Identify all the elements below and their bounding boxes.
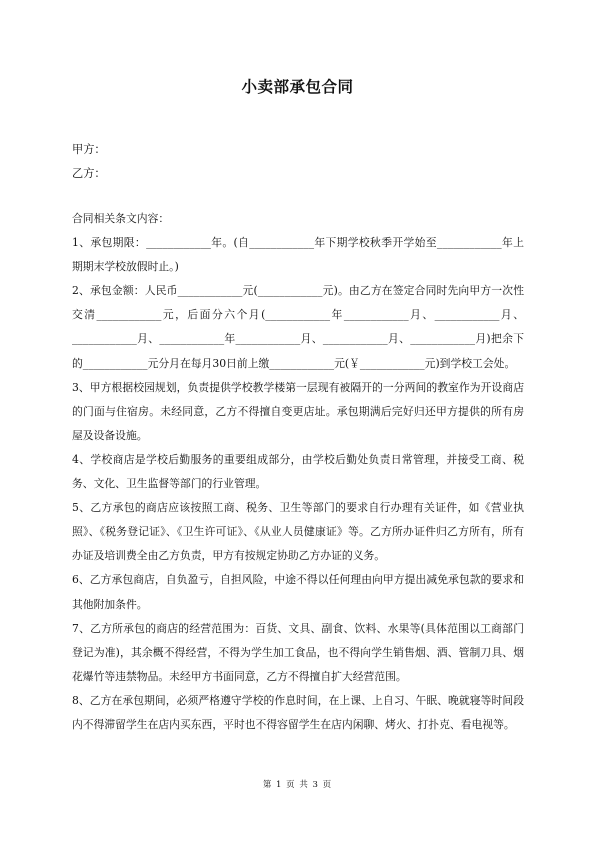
clauses-heading: 合同相关条文内容： xyxy=(72,212,170,225)
clause-premises: 3、甲方根据校园规划，负责提供学校教学楼第一层现有被隔开的一分两间的教室作为开设商店的门面与住宿房。未经同意，乙方不得擅自变更店址。承包期满后完好归还甲方提供的所有房屋及设备设施。 xyxy=(72,380,524,442)
document-title: 小卖部承包合同 xyxy=(241,78,354,96)
party-a-label: 甲方： xyxy=(72,143,106,156)
clause-business-scope: 7、乙方所承包的商店的经营范围为：百货、文具、副食、饮料、水果等(具体范围以工商部门登记为准)，其余概不得经营，不得为学生加工食品，也不得向学生销售烟、酒、管制刀具、烟花爆竹等违禁物品。未经甲方书面同意，乙方不得擅自扩大经营范围。 xyxy=(72,621,524,683)
contract-body xyxy=(72,207,524,737)
clause-amount: 2、承包金额：人民币____________元(____________元)。由乙方在签定合同时先向甲方一次性交清____________元，后面分六个月(____________年____________月、____________月、____________月、____________年____________月、____________月、____________月)把余下的____________元分月在每月30日前上缴____________元(￥____________元)到学校工会处。 xyxy=(72,284,524,370)
clause-schedule: 8、乙方在承包期间，必须严格遵守学校的作息时间，在上课、上自习、午眠、晚就寝等时间段内不得滞留学生在店内买东西，平时也不得容留学生在店内闲聊、烤火、打扑克、看电视等。 xyxy=(72,693,524,731)
clause-management: 4、学校商店是学校后勤服务的重要组成部分，由学校后勤处负责日常管理，并接受工商、税务、文化、卫生监督等部门的行业管理。 xyxy=(72,452,524,491)
page-number: 第 1 页 共 3 页 xyxy=(262,780,333,790)
clause-licenses: 5、乙方承包的商店应该按照工商、税务、卫生等部门的要求自行办理有关证件，如《营业执照》、《税务登记证》、《卫生许可证》、《从业人员健康证》等。乙方所办证件归乙方所有，所有办证及培训费全由乙方负责，甲方有按规定协助乙方办证的义务。 xyxy=(72,501,524,563)
clause-term: 1、承包期限：____________年。(自____________年下期学校秋季开学始至____________年上期期末学校放假时止。) xyxy=(72,236,524,274)
clause-risk: 6、乙方承包商店，自负盈亏，自担风险，中途不得以任何理由向甲方提出减免承包款的要求和其他附加条件。 xyxy=(72,573,524,611)
party-b-label: 乙方： xyxy=(72,167,106,180)
